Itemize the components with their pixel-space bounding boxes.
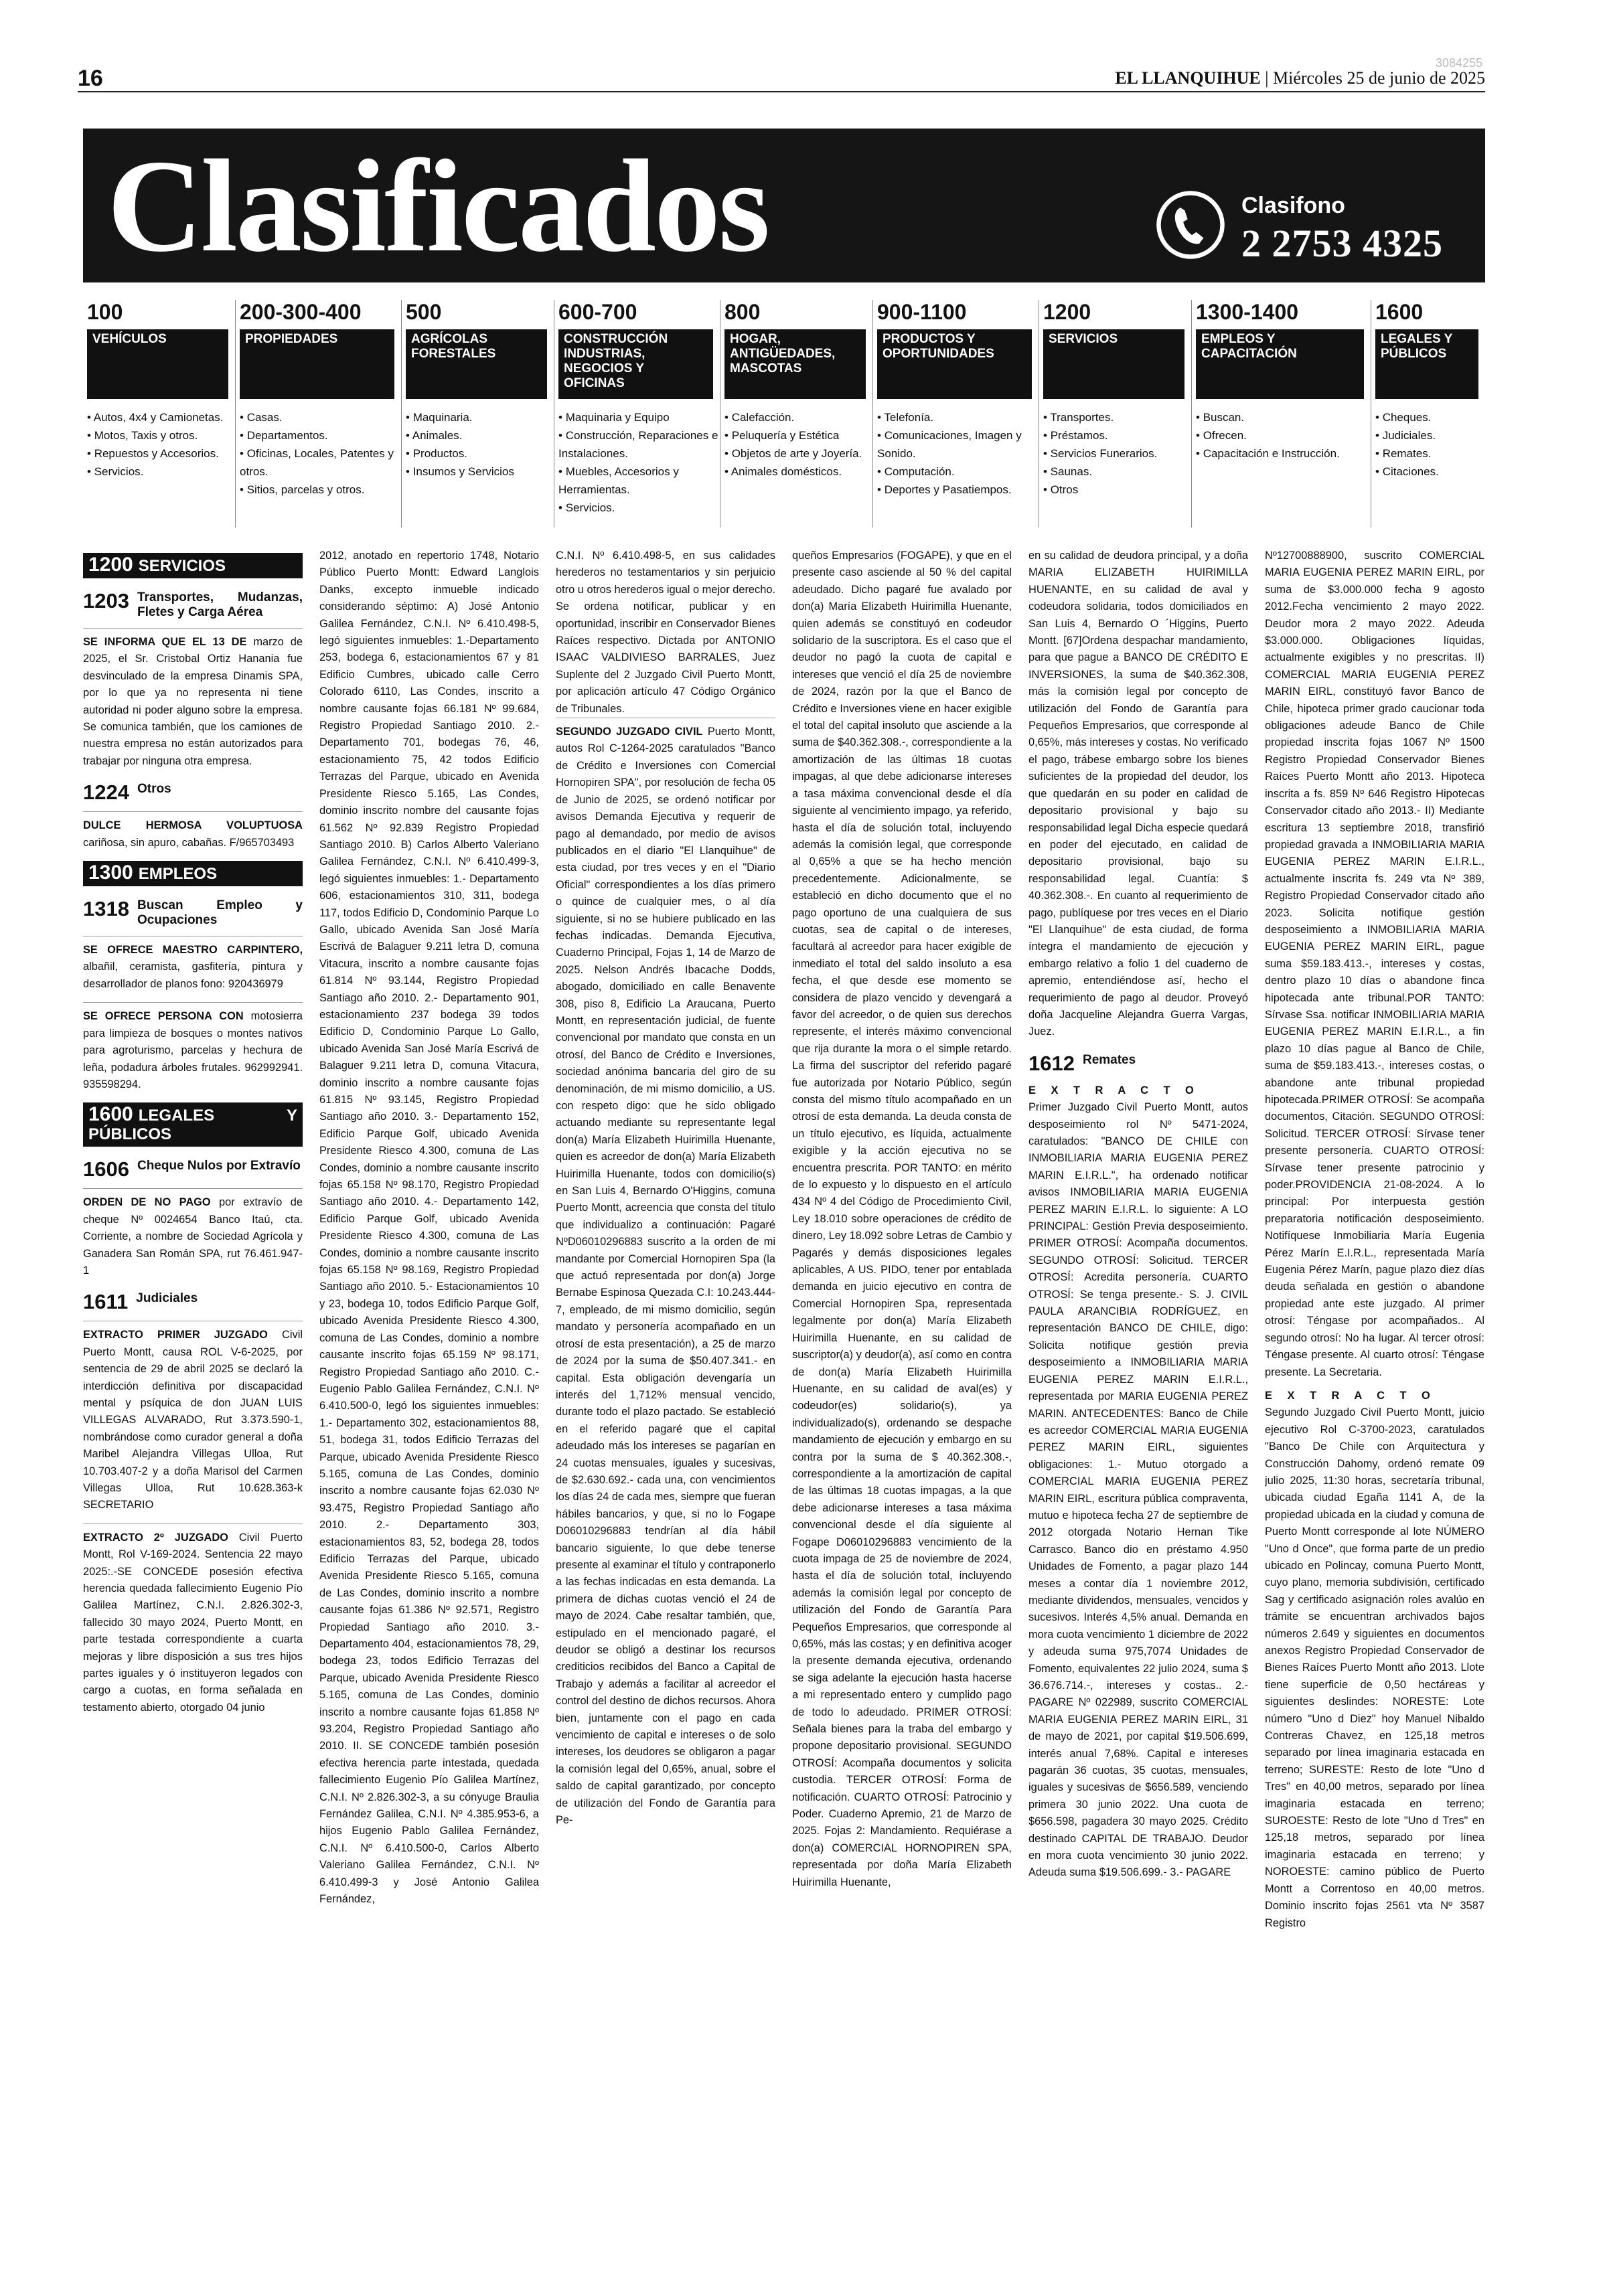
category-600-700 xyxy=(554,300,720,527)
category-code: 800 xyxy=(724,300,761,324)
category-item: • Construcción, Reparaciones e Instalaciones. xyxy=(558,426,720,463)
category-code: 500 xyxy=(406,300,442,324)
category-item: • Transportes. xyxy=(1043,408,1191,426)
section-header-1600: 1600 LEGALES Y PÚBLICOS xyxy=(83,1102,303,1147)
column-2 xyxy=(319,548,539,2060)
category-items xyxy=(240,408,401,499)
column-4 xyxy=(792,548,1012,2060)
section-header-1300: 1300 EMPLEOS xyxy=(83,861,303,886)
masthead: EL LLANQUIHUE | Miércoles 25 de junio de 2025 xyxy=(1115,68,1485,88)
category-title: AGRÍCOLAS FORESTALES xyxy=(406,329,547,399)
category-item: • Muebles, Accesorios y Herramientas. xyxy=(558,463,720,499)
category-item: • Cheques. xyxy=(1375,408,1485,426)
category-title: HOGAR, ANTIGÜEDADES, MASCOTAS xyxy=(724,329,866,399)
category-item: • Autos, 4x4 y Camionetas. xyxy=(87,408,235,426)
category-title: VEHÍCULOS xyxy=(87,329,228,399)
category-item: • Saunas. xyxy=(1043,463,1191,481)
subsection-1318: 1318 Buscan Empleo y Ocupaciones xyxy=(83,897,303,928)
category-item: • Peluquería y Estética xyxy=(724,426,872,444)
phone-label: Clasifono xyxy=(1241,193,1345,218)
category-item: • Citaciones. xyxy=(1375,463,1485,481)
category-title: CONSTRUCCIÓN INDUSTRIAS, NEGOCIOS Y OFICINAS xyxy=(558,329,713,399)
legal-notice-text: Nº12700888900, suscrito COMERCIAL MARIA EUGENIA PEREZ MARIN EIRL, por suma de $3.000.000 fecha 9 agosto 2012.Fecha vencimiento 2 mayo 2022. Deudor mora 2 mayo 2022. Adeuda $3.000.000. Obligaciones líquidas, actualmente exigibles y no prescritas. II) COMERCIAL MARIA EUGENIA PEREZ MARIN EIRL, constituyó favor Banco de Chile, hipoteca primer grado caucionar toda obligaciones adeude Banco de Chile propiedad inscrita fojas 1067 Nº 1500 Registro Propiedad Conservador Bienes Raíces Puerto Montt año 2013. Hipoteca inscrita a fs. 859 Nº 646 Registro Hipotecas Conservador citado año 2013.- II) Mediante escritura 13 septiembre 2018, transfirió propiedad gravada a INMOBILIARIA MARIA EUGENIA PEREZ MARIN E.I.R.L., actualmente inscrita fs. 249 vta Nº 389, Registro Propiedad Conservador citado año 2023. Solicita notifique gestión desposeimiento a INMOBILIARIA MARIA EUGENIA PEREZ MARIN EIRL, pague suma $59.183.413.-, intereses y costas, dentro plazo 10 días o abandone finca hipotecada ante tribunal.POR TANTO: Sírvase Ssa. notificar INMOBILIARIA MARIA EUGENIA PEREZ MARIN E.I.R.L., a fin plazo 10 días pague al Banco de Chile, suma de $59.183.413.-, intereses costas, o abandone ante tribunal propiedad hipotecada.PRIMER OTROSÍ: Se acompaña documentos, Citación. SEGUNDO OTROSÍ: Solicitud. TERCER OTROSÍ: Sírvase tener presente personería. CUARTO OTROSÍ: Sírvase tener presente patrocinio y poder.PROVIDENCIA 21-08-2024. A lo principal: Por interpuesta gestión preparatoria notificación desposeimiento. Notifíquese Inmobiliaria María Eugenia Pérez Marín E.I.R.L., representada María Eugenia Pérez Marín, pague plazo diez días deuda señalada en gestión o abandone propiedad ante este juzgado. Al primer otrosí: Téngase por acompañados.. Al segundo otrosí: No ha lugar. Al tercer otrosí: Téngase presente. Al cuarto otrosí: Téngase presente. La Secretaria. xyxy=(1265,550,1484,1378)
classifieds-content xyxy=(83,548,1485,2060)
column-1 xyxy=(83,548,303,2060)
classified-ad: ORDEN DE NO PAGO por extravío de cheque Nº 0024654 Banco Itaú, cta. Corriente, a nombre de Sociedad Agrícola y Ganadera San Román SPA, rut 76.461.947-1 xyxy=(83,1188,303,1279)
category-code: 200-300-400 xyxy=(240,300,362,324)
category-item: • Animales. xyxy=(406,426,554,444)
category-1200 xyxy=(1039,300,1192,527)
subsection-1611: 1611 Judiciales xyxy=(83,1290,198,1314)
category-item: • Buscan. xyxy=(1196,408,1371,426)
category-item: • Ofrecen. xyxy=(1196,426,1371,444)
category-item: • Judiciales. xyxy=(1375,426,1485,444)
extracto-heading: E X T R A C T O xyxy=(1265,1389,1436,1402)
legal-notice-text: queños Empresarios (FOGAPE), y que en el presente caso asciende al 50 % del capital adeudado. Dicho pagaré fue avalado por don(a) María Elizabeth Huirimilla Huenante, quien además se constituyó en codeudor solidario de la suscriptora. Es el caso que el deudor no pagó la cuota de capital e intereses que venció el día 25 de noviembre de 2024, razón por la que el Banco de Crédito e Inversiones viene en hacer exigible el total del capital insoluto que asciende a la suma de $40.362.308.-, correspondiente a la amortización de las últimas 18 cuotas impagas, al que debe adicionarse intereses a tasa máxima convencional desde el día siguiente al vencimiento impago, ya referido, hasta el día de solución total, incluyendo además la comisión legal, que corresponde al 0,65% a que se ha hecho mención precedentemente. Adicionalmente, se estableció en dicho documento que el no pago oportuno de una cualquiera de sus cuotas, sea de capital o de intereses, facultará al acreedor para hacer exigible de inmediato el total del saldo insoluto a esa fecha, el que desde ese momento se considera de plazo vencido y devengará a favor del acreedor, o de quien sus derechos represente, el interés máximo convencional que rija durante la mora o el simple retardo. La firma del suscriptor del referido pagaré fue autorizada por Notario Público, según consta del mismo título acompañado en un otrosí de esta demanda. La deuda consta de un título ejecutivo, es líquida, actualmente exigible y la acción ejecutiva no se encuentra prescrita. POR TANTO: en mérito de lo expuesto y lo dispuesto en el artículo 434 Nº 4 del Código de Procedimiento Civil, Ley 18.010 sobre operaciones de crédito de dinero, Ley 18.092 sobre Letras de Cambio y Pagarés y demás disposiciones legales aplicables, A US. PIDO, tener por entablada demanda en juicio ejecutivo en contra de Comercial Hornopiren Spa, representada legalmente por don(a) María Elizabeth Huirimilla Huenante, en su calidad de suscriptor(a) y deudor(a), así como en contra de don(a) María Elizabeth Huirimilla Huenante, en su calidad de aval(es) y codeudor(es) solidario(s), ya individualizado(s), ordenando se despache mandamiento de ejecución y embargo en su contra por la suma de $ 40.362.308.-, correspondiente a la amortización de capital de las últimas 18 cuotas impagas, a la que debe adicionarse intereses a tasa máxima convencional desde el día siguiente al Fogape D06010296883 vencimiento de la cuota impaga de 25 de noviembre de 2024, hasta el día de solución total, incluyendo además la comisión legal por concepto de utilización del Fondo de Garantía Para Pequeños Empresarios, que corresponde al 0,65%, más las costas; y en definitiva acoger la presente demanda ejecutiva, ordenando se siga adelante la ejecución hasta hacerse a mi representado entero y cumplido pago de todo lo adeudado. PRIMER OTROSÍ: Señala bienes para la traba del embargo y propone depositario provisional. SEGUNDO OTROSÍ: Acompaña documentos y solicita custodia. TERCER OTROSÍ: Forma de notificación. CUARTO OTROSÍ: Patrocinio y Poder. Cuaderno Apremio, 21 de Marzo de 2025. Fojas 2: Mandamiento. Requiérase a don(a) COMERCIAL HORNOPIREN SPA, representada por doña María Elizabeth Huirimilla Huenante, xyxy=(792,550,1012,1888)
category-item: • Servicios Funerarios. xyxy=(1043,444,1191,463)
classifieds-banner xyxy=(83,129,1485,282)
category-items xyxy=(1375,408,1485,481)
classified-ad: DULCE HERMOSA VOLUPTUOSA cariñosa, sin apuro, cabañas. F/965703493 xyxy=(83,811,303,851)
subsection-1224: 1224 Otros xyxy=(83,781,171,805)
category-item: • Insumos y Servicios xyxy=(406,463,554,481)
category-code: 900-1100 xyxy=(877,300,967,324)
category-title: EMPLEOS Y CAPACITACIÓN xyxy=(1196,329,1364,399)
image-id: 3084255 xyxy=(1435,56,1482,70)
category-code: 1600 xyxy=(1375,300,1424,324)
category-900-1100 xyxy=(873,300,1039,527)
category-title: LEGALES Y PÚBLICOS xyxy=(1375,329,1478,399)
phone-number: 2 2753 4325 xyxy=(1241,222,1443,265)
page-number: 16 xyxy=(78,66,103,91)
category-item: • Telefonía. xyxy=(877,408,1039,426)
category-code: 1300-1400 xyxy=(1196,300,1299,324)
category-item: • Productos. xyxy=(406,444,554,463)
category-item: • Préstamos. xyxy=(1043,426,1191,444)
category-item: • Servicios. xyxy=(558,499,720,517)
category-1300-1400 xyxy=(1192,300,1371,527)
category-item: • Calefacción. xyxy=(724,408,872,426)
category-item: • Otros xyxy=(1043,481,1191,499)
category-item: • Oficinas, Locales, Patentes y otros. xyxy=(240,444,401,481)
category-item: • Animales domésticos. xyxy=(724,463,872,481)
category-items xyxy=(87,408,235,481)
category-item: • Deportes y Pasatiempos. xyxy=(877,481,1039,499)
category-item: • Maquinaria y Equipo xyxy=(558,408,720,426)
category-items xyxy=(406,408,554,481)
category-code: 100 xyxy=(87,300,123,324)
category-item: • Departamentos. xyxy=(240,426,401,444)
phone-icon xyxy=(1154,189,1227,261)
column-3 xyxy=(556,548,775,2060)
category-item: • Motos, Taxis y otros. xyxy=(87,426,235,444)
classified-ad: SE INFORMA QUE EL 13 DE marzo de 2025, el Sr. Cristobal Ortiz Hanania fue desvinculado de la empresa Dinamis SPA, por lo que ya no representa ni tiene autoridad ni poder alguno sobre la empresa. Se comunica también, que los camiones de nuestra empresa no están autorizados para trabajar por ninguna otra empresa. xyxy=(83,628,303,770)
publication-name: EL LLANQUIHUE xyxy=(1115,68,1261,88)
category-items xyxy=(877,408,1039,499)
category-item: • Computación. xyxy=(877,463,1039,481)
issue-date: Miércoles 25 de junio de 2025 xyxy=(1273,68,1485,88)
legal-notice: SEGUNDO JUZGADO CIVIL Puerto Montt, autos Rol C-1264-2025 caratulados "Banco de Crédito e Inversiones con Comercial Hornopiren SPA", por resolución de fecha 05 de Junio de 2025, se ordenó notificar por avisos Demanda Ejecutiva y requerir de pago al demandado, por medio de avisos publicados en el diario "El Llanquihue" de esta ciudad, por tres veces y en el "Diario Oficial" correspondientes a los días primero o quince de cualquier mes, o al día siguiente, si no se hubiere publicado en las fechas indicadas. Demanda Ejecutiva, Cuaderno Principal, Fojas 1, 14 de Marzo de 2025. Nelson Andrés Ibacache Dodds, abogado, domiciliado en calle Benavente 308, piso 8, Edificio La Araucana, Puerto Montt, en representación judicial, de fuente convencional por mandato que consta en un otrosí, del Banco de Crédito e Inversiones, sociedad anónima bancaria del giro de su denominación, de mi mismo domicilio, a US. con respeto digo: que he sido obligado actuando mediante su representante legal don(a) María Elizabeth Huirimilla Huenante, quien es acreedor de don(a) María Elizabeth Huirimilla Huenante, todos con domicilio(s) en San Luis 4, Bernardo O'Higgins, comuna Puerto Montt, acreencia que consta del título que individualizo a continuación: Pagaré NºD06010296883 suscrito a la orden de mi mandante por Comercial Hornopiren Spa (la que actuó representada por don(a) Jorge Bernabe Espinosa Quezada C.I: 10.243.444-7, empleado, de mi mismo domicilio, según mandato y personería acompañado en un otrosí de esta presentación), a 25 de marzo de 2024 por la suma de $50.407.341.- en capital. Esta obligación devengaría un interés del 1,712% mensual vencido, durante todo el plazo pactado. Se estableció en el referido pagaré que el capital adeudado más los intereses se pagarían en 24 cuotas mensuales, iguales y sucesivas, de $2.630.692.- cada una, con vencimientos los días 24 de cada mes, siempre que fueran hábiles bancarios, y que, si no lo Fogape D06010296883 tendrían al día hábil bancario siguiente, lo que debe tenerse presente al examinar el título y contraponerlo a las fechas indicadas en esta demanda. La primera de dichas cuotas venció el 24 de mayo de 2024. Cabe resaltar también, que, estipulado en el mencionado pagaré, el deudor se obligó a destinar los recursos crediticios recibidos del Banco a Capital de Trabajo y además a facilitar al acreedor el control del destino de dichos recursos. Ahora bien, juntamente con el pago en cada vencimiento de capital e intereses o de solo intereses, los deudores se obligaron a pagar la comisión legal del 0,65%, anual, sobre el saldo de capital garantizado, por concepto de utilización del Fondo de Garantía para Pe- xyxy=(556,718,775,1829)
category-item: • Objetos de arte y Joyería. xyxy=(724,444,872,463)
classified-ad: SE OFRECE PERSONA CON motosierra para limpieza de bosques o montes nativos para agroturismo, parcelas y hechura de leña, podadura árboles frutales. 962992941. 935598294. xyxy=(83,1002,303,1093)
legal-notice-text: 2012, anotado en repertorio 1748, Notario Público Puerto Montt: Edward Langlois Danks, excepto inmueble indicado considerando séptimo: A) José Antonio Galilea Fernández, C.N.I. Nº 6.410.498-5, legó siguientes inmuebles: 1.-Departamento 253, bodega 6, estacionamientos 67 y 81 Edificio Cumbres, ubicado calle Cerro Colorado 6110, Las Condes, inscrito a nombre causante fojas 66.181 Nº 99.684, Registro Propiedad Santiago 2010. 2.- Departamento 701, bodegas 76, 46, estacionamiento 75, 42 todos Edificio Terrazas del Parque, ubicado en Avenida Presidente Riesco 5.165, Las Condes, dominio inscrito nombre del causante fojas 61.562 Nº 92.839 Registro Propiedad Santiago 2010. B) Carlos Alberto Valeriano Galilea Fernández, C.N.I. Nº 6.410.499-3, legó siguientes inmuebles: 1.- Departamento 606, estacionamientos 310, 311, bodega 117, todos Edificio D, Condominio Parque Lo Gallo, ubicado Avenida San José María Escrivá de Balaguer 9.211 letra D, comuna Vitacura, inscrito a nombre causante fojas 61.814 Nº 93.144, Registro Propiedad Santiago año 2010. 2.- Departamento 901, estacionamiento 237 bodega 39 todos Edificio D, Condominio Parque Lo Gallo, ubicado Avenida San José María Escrivá de Balaguer 9.211 letra D, comuna Vitacura, dominio inscrito a nombre causante fojas 61.815 Nº 93.145, Registro Propiedad Santiago año 2010. 3.- Departamento 152, Edificio Parque Golf, ubicado Avenida Presidente Riesco 4.300, comuna de Las Condes, dominio a nombre causante inscrito fojas 65.158 Nº 98.170, Registro Propiedad Santiago año 2010. 4.- Departamento 142, Edificio Parque Golf, ubicado Avenida Presidente Riesco 4.300, comuna de Las Condes, dominio a nombre causante inscrito fojas 65.158 Nº 98.169, Registro Propiedad Santiago año 2010. 5.- Estacionamientos 10 y 23, bodega 10, todos Edificio Parque Golf, ubicado Avenida Presidente Riesco 4.300, comuna de Las Condes, dominio a nombre causante inscrito fojas 65.159 Nº 98.171, Registro Propiedad Santiago año 2010. C.- Eugenio Pablo Galilea Fernández, C.N.I. Nº 6.410.500-0, legó los siguientes inmuebles: 1.- Departamento 302, estacionamientos 88, 51, bodega 31, todos Edificio Terrazas del Parque, ubicado Avenida Presidente Riesco 5.165, comuna de Las Condes, dominio inscrito a nombre causante fojas 62.030 Nº 93.475, Registro Propiedad Santiago año 2010. 2.- Departamento 303, estacionamientos 83, 52, bodega 28, todos Edificio Terrazas del Parque, ubicado Avenida Presidente Riesco 5.165, comuna de Las Condes, dominio inscrito a nombre causante fojas 61.386 Nº 92.571, Registro Propiedad Santiago año 2010. 3.- Departamento 404, estacionamientos 78, 29, bodega 23, todos Edificio Terrazas del Parque, ubicado Avenida Presidente Riesco 5.165, comuna de Las Condes, dominio inscrito a nombre causante fojas 61.858 Nº 93.204, Registro Propiedad Santiago año 2010. II. SE CONCEDE también posesión efectiva herencia parte intestada, quedada fallecimiento Eugenio Pío Galilea Martínez, C.N.I. Nº 2.826.302-3, a su cónyuge Braulia Fernández Galilea, C.N.I. Nº 4.385.953-6, a hijos Eugenio Pablo Galilea Fernández, C.N.I. Nº 6.410.500-0, Carlos Alberto Valeriano Galilea Fernández, C.N.I. Nº 6.410.499-3 y José Antonio Galilea Fernández, xyxy=(319,550,539,1906)
category-items xyxy=(1196,408,1371,463)
column-6 xyxy=(1265,548,1484,2060)
section-header-1200: 1200 SERVICIOS xyxy=(83,553,303,578)
classified-ad: EXTRACTO PRIMER JUZGADO Civil Puerto Montt, causa ROL V-6-2025, por sentencia de 29 de abril 2025 se declaró la interdicción definitiva por discapacidad mental y psíquica de don JUAN LUIS VILLEGAS ALVARADO, Rut 3.373.590-1, nombrándose como curador general a doña Maribel Alejandra Villegas Ulloa, Rut 10.703.407-2 y a doña Marisol del Carmen Villegas Ulloa, Rut 10.628.363-k SECRETARIO xyxy=(83,1321,303,1513)
category-item: • Maquinaria. xyxy=(406,408,554,426)
category-500 xyxy=(402,300,554,527)
category-code: 600-700 xyxy=(558,300,637,324)
category-items xyxy=(724,408,872,481)
extracto-heading: E X T R A C T O xyxy=(1028,1084,1200,1096)
category-800 xyxy=(720,300,873,527)
category-200-300-400 xyxy=(236,300,402,527)
page-header xyxy=(78,56,1485,92)
subsection-1612: 1612 Remates xyxy=(1028,1051,1136,1075)
subsection-1606: 1606 Cheque Nulos por Extravío xyxy=(83,1157,301,1181)
legal-notice-text: C.N.I. Nº 6.410.498-5, en sus calidades herederos no testamentarios y sin perjuicio otro u otros herederos igual o mejor derecho. Se ordena notificar, publicar y en oportunidad, inscribir en Conservador Bienes Raíces respectivo. Dictada por ANTONIO ISAAC VALDIVIESO BARRALES, Juez Suplente del 2 Juzgado Civil Puerto Montt, por aplicación artículo 47 Código Orgánico de Tribunales. xyxy=(556,550,775,715)
legal-notice-text: Segundo Juzgado Civil Puerto Montt, juicio ejecutivo Rol C-3700-2023, caratulados "Banco De Chile con Arquitectura y Construcción Dahomy, ordenó remate 09 julio 2025, 11:30 horas, secretaría tribunal, ubicada ciudad Egaña 1141 A, de la propiedad ubicada en la ciudad y comuna de Puerto Montt corresponde al lote NÚMERO "Uno d Once", que forma parte de un predio ubicado en Polincay, comuna Puerto Montt, cuyo plano, memoria subdivisión, certificado Sag y certificado asignación roles avalúo en trámite se encuentran archivados bajos números 2.649 y siguientes en documentos anexos Registro Propiedad Conservador de Bienes Raíces Puerto Montt año 2013. Llote tiene superficie de 0,50 hectáreas y siguientes deslindes: NORESTE: Lote número "Uno d Diez" hoy Manuel Nibaldo Contreras Chavez, en 125,18 metros separado por línea imaginaria estacada en terreno; SURESTE: Resto de lote "Uno d Tres" en 40,00 metros, separado por línea imaginaria estacada en terreno; SUROESTE: Resto de lote "Uno d Tres" en 125,18 metros, separado por línea imaginaria estacada en terreno; y NOROESTE: camino público de Puerto Montt a Correntoso en 40,00 metros. Dominio inscrito fojas 2561 vta Nº 3587 Registro xyxy=(1265,1406,1484,1929)
category-100 xyxy=(83,300,236,527)
subsection-1203: 1203 Transportes, Mudanzas, Fletes y Carga Aérea xyxy=(83,589,303,619)
category-item: • Servicios. xyxy=(87,463,235,481)
section-title: Clasificados xyxy=(107,133,769,279)
column-5 xyxy=(1028,548,1248,2060)
category-item: • Capacitación e Instrucción. xyxy=(1196,444,1371,463)
category-item: • Comunicaciones, Imagen y Sonido. xyxy=(877,426,1039,463)
category-1600 xyxy=(1371,300,1485,527)
category-item: • Repuestos y Accesorios. xyxy=(87,444,235,463)
category-item: • Casas. xyxy=(240,408,401,426)
category-item: • Remates. xyxy=(1375,444,1485,463)
category-title: PRODUCTOS Y OPORTUNIDADES xyxy=(877,329,1032,399)
classified-ad: EXTRACTO 2º JUZGADO Civil Puerto Montt, Rol V-169-2024. Sentencia 22 mayo 2025:.-SE CONCEDE posesión efectiva herencia quedada fallecimiento Eugenio Pío Galilea Martínez, C.N.I. 2.826.302-3, fallecido 30 mayo 2024, Puerto Montt, en parte testada correspondiente a cuarta mejoras y libre disposición a sus tres hijos partes iguales y ó instituyeron legados con cargo a cuotas, en forma señalada en testamento abierto, otorgado 04 junio xyxy=(83,1524,303,1716)
category-title: SERVICIOS xyxy=(1043,329,1184,399)
category-items xyxy=(558,408,720,517)
category-code: 1200 xyxy=(1043,300,1091,324)
category-item: • Sitios, parcelas y otros. xyxy=(240,481,401,499)
category-items xyxy=(1043,408,1191,499)
category-index xyxy=(83,300,1485,527)
category-title: PROPIEDADES xyxy=(240,329,394,399)
classified-ad: SE OFRECE MAESTRO CARPINTERO, albañil, ceramista, gasfitería, pintura y desarrollador de planos fono: 920436979 xyxy=(83,936,303,993)
legal-notice-text: en su calidad de deudora principal, y a doña MARIA ELIZABETH HUIRIMILLA HUENANTE, en su calidad de aval y codeudora solidaria, todos domiciliados en San Luis 4, Bernardo O ´Higgins, Puerto Montt. [67]Ordena despachar mandamiento, para que pague a BANCO DE CRÉDITO E INVERSIONES, la suma de $40.362.308, más la comisión legal por concepto de utilización del Fondo de Garantía para Pequeños Empresarios, que corresponde al 0,65%, más intereses y costas. No verificado el pago, trábese embargo sobre los bienes suficientes de la propiedad del deudor, los que quedarán en su poder en calidad de depositario provisional y bajo su responsabilidad legal Dicha especie quedará en poder del ejecutado, en calidad de depositario provisional, bajo su responsabilidad legal. Cuantía: $ 40.362.308.-. En cuanto al requerimiento de pago, publíquese por tres veces en el Diario "El Llanquihue" de esta ciudad, de forma íntegra el mandamiento de ejecución y embargo relativo a folio 1 del cuaderno de apremio, entendiéndose así, hecho el requerimiento de pago al deudor. Proveyó doña Jacqueline Alejandra Guerra Vargas, Juez. xyxy=(1028,550,1248,1038)
legal-notice-text: Primer Juzgado Civil Puerto Montt, autos desposeimiento rol Nº 5471-2024, caratulados: "BANCO DE CHILE con INMOBILIARIA MARIA EUGENIA PEREZ MARIN E.I.R.L.", ha ordenado notificar avisos INMOBILIARIA MARIA EUGENIA PEREZ MARIN E.I.R.L. lo siguiente: A LO PRINCIPAL: Gestión Previa desposeimiento. PRIMER OTROSÍ: Acompaña documentos. SEGUNDO OTROSÍ: Solicitud. TERCER OTROSÍ: Acredita personería. CUARTO OTROSÍ: Se tenga presente.- S. J. CIVIL PAULA ARANCIBIA RODRÍGUEZ, en representación BANCO DE CHILE, digo: Solicita notifique gestión previa desposeimiento a INMOBILIARIA MARIA EUGENIA PEREZ MARIN E.I.R.L., representada por MARIA EUGENIA PEREZ MARIN. ANTECEDENTES: Banco de Chile es acreedor COMERCIAL MARIA EUGENIA PEREZ MARIN EIRL, siguientes obligaciones: 1.- Mutuo otorgado a COMERCIAL MARIA EUGENIA PEREZ MARIN EIRL, escritura pública compraventa, mutuo e hipoteca fecha 27 de septiembre de 2012 otorgada Notario Hernan Tike Carrasco. Banco dio en préstamo 4.950 Unidades de Fomento, a pagar plazo 144 meses a contar día 1 noviembre 2012, mediante dividendos, mensuales, vencidos y sucesivos. Interés 4,5% anual. Demanda en mora cuota vencimiento 1 diciembre de 2022 y adeuda suma 975,7074 Unidades de Fomento, equivalentes 22 julio 2024, suma $ 36.676.714.-, intereses y costas.. 2.- PAGARE Nº 022989, suscrito COMERCIAL MARIA EUGENIA PEREZ MARIN EIRL, 31 de mayo de 2021, por capital $19.506.699, interés anual 7,68%. Capital e intereses pagarán 36 cuotas, 35 cuotas, mensuales, iguales y sucesivas de $656.589, venciendo primera 30 junio 2022. Una cuota de $656.598, pagadera 30 mayo 2025. Crédito destinado CAPITAL DE TRABAJO. Deudor en mora cuota vencimiento 30 junio 2022. Adeuda suma $19.506.699.- 3.- PAGARE xyxy=(1028,1101,1248,1879)
